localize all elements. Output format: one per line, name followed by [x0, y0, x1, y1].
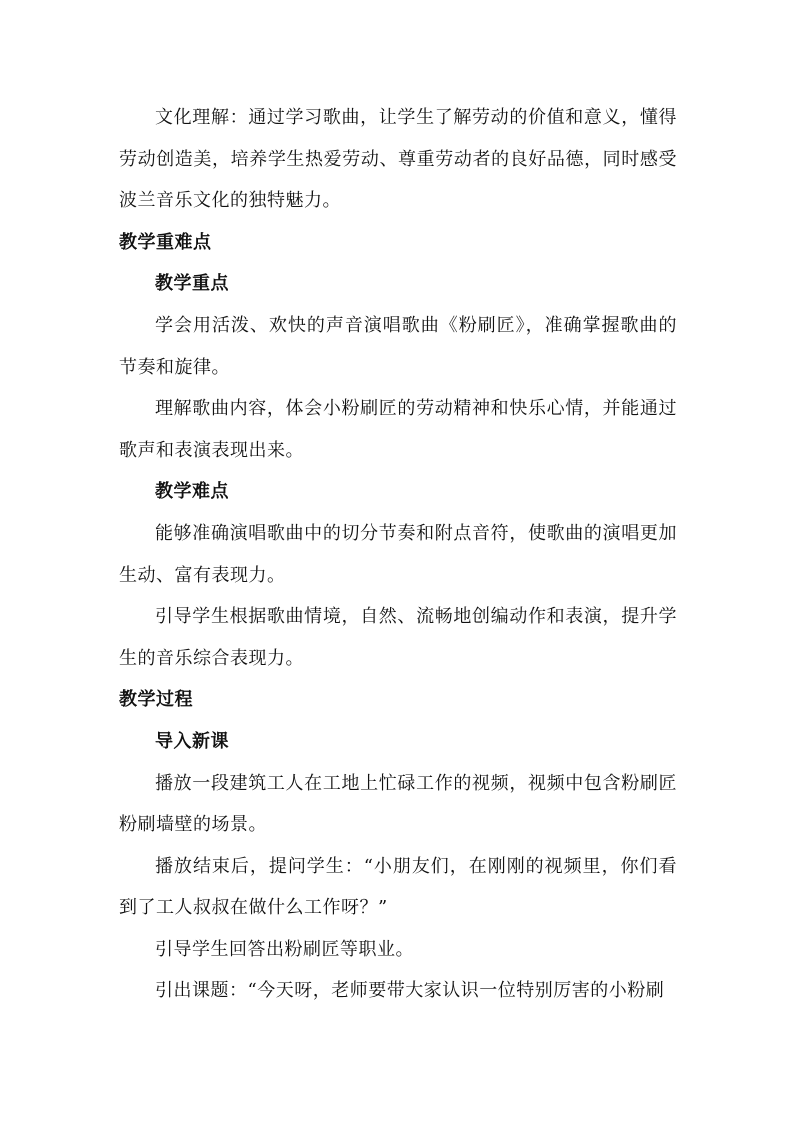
key-point-2: 理解歌曲内容，体会小粉刷匠的劳动精神和快乐心情，并能通过歌声和表演表现出来。 [119, 398, 677, 461]
culture-understanding-paragraph: 文化理解：通过学习歌曲，让学生了解劳动的价值和意义，懂得劳动创造美，培养学生热爱劳动、尊重劳动者的良好品德，同时感受波兰音乐文化的独特魅力。 [119, 107, 677, 212]
intro-step-1: 播放一段建筑工人在工地上忙碌工作的视频，视频中包含粉刷匠粉刷墙壁的场景。 [119, 772, 677, 836]
intro-step-4: 引出课题：“今天呀，老师要带大家认识一位特别厉害的小粉刷 [155, 980, 665, 1002]
heading-teaching-process: 教学过程 [119, 689, 193, 711]
heading-key-difficult-points: 教学重难点 [119, 231, 212, 253]
difficult-point-2: 引导学生根据歌曲情境，自然、流畅地创编动作和表演，提升学生的音乐综合表现力。 [119, 606, 677, 669]
subheading-difficult-points: 教学难点 [155, 481, 229, 503]
document-content [119, 97, 677, 1012]
subheading-key-points: 教学重点 [155, 273, 229, 295]
intro-step-3: 引导学生回答出粉刷匠等职业。 [155, 938, 414, 960]
subheading-new-lesson-intro: 导入新课 [155, 730, 229, 752]
intro-step-2: 播放结束后，提问学生：“小朋友们，在刚刚的视频里，你们看到了工人叔叔在做什么工作呀？” [119, 855, 677, 919]
key-point-1: 学会用活泼、欢快的声音演唱歌曲《粉刷匠》，准确掌握歌曲的节奏和旋律。 [119, 314, 677, 378]
difficult-point-1: 能够准确演唱歌曲中的切分节奏和附点音符，使歌曲的演唱更加生动、富有表现力。 [119, 522, 677, 586]
